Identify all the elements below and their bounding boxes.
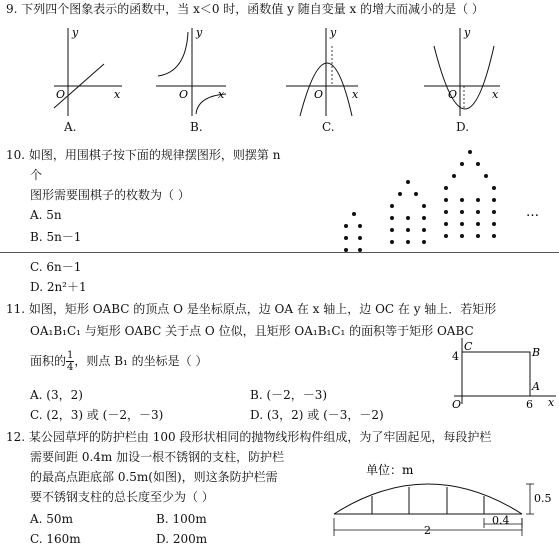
q11-line2: OA₁B₁C₁ 与矩形 OABC 关于点 O 位似，且矩形 OA₁B₁C₁ 的面积等于矩形 OABC (30, 324, 474, 338)
y-axis-label: y (196, 26, 203, 39)
q12-option-d: D. 200m (156, 532, 208, 546)
origin-label: O (56, 88, 66, 101)
origin-label: O (179, 88, 189, 101)
gap-label: 0.4 (492, 514, 510, 527)
q10-option-c: C. 6n－1 (30, 260, 82, 274)
q10-option-b: B. 5n－1 (30, 230, 82, 244)
q11-rectangle-figure (448, 334, 559, 410)
x-axis-label: x (352, 88, 359, 101)
y-axis-label: y (330, 26, 337, 39)
q12-line2: 需要间距 0.4m 加设一根不锈钢的支柱，防护栏 (30, 450, 285, 464)
svg-text:A: A (532, 380, 540, 393)
unit-label: 单位：m (366, 463, 414, 477)
q9-graph-a (48, 22, 128, 117)
q10-option-d: D. 2n²＋1 (30, 280, 87, 294)
svg-text:4: 4 (452, 350, 459, 363)
q11-line3: 面积的 $\frac{1}{4}$ ，则点 B₁ 的坐标是（ ） (30, 350, 208, 373)
q11-option-a: A. (3，2) (30, 388, 83, 402)
q12-line3: 的最高点距底部 0.5m(如图)，则这条防护栏需 (30, 470, 278, 484)
pattern-3 (444, 150, 496, 238)
x-axis-label: x (114, 88, 121, 101)
q11-option-b: B. (－2，－3) (250, 388, 328, 402)
svg-text:6: 6 (526, 398, 533, 410)
q11-line1: 11. 如图，矩形 OABC 的顶点 O 是坐标原点，边 OA 在 x 轴上，边 OC 在 y 轴上．若矩形 (6, 302, 497, 316)
svg-text:O: O (452, 398, 462, 410)
q10-line3: 图形需要围棋子的枚数为（ ） (30, 188, 190, 202)
svg-text:B: B (532, 346, 541, 359)
y-axis-label: y (464, 26, 471, 39)
q9-graph-b (152, 22, 232, 117)
height-label: 0.5 (534, 492, 552, 505)
page-break-line (0, 252, 559, 253)
q9-graph-d (420, 22, 504, 117)
svg-text:x: x (548, 396, 555, 409)
svg-text:C: C (464, 340, 473, 353)
q9-option-b: B. (190, 120, 203, 134)
q10-go-stones-figure (330, 140, 559, 252)
q10-line1: 10. 如图，用围棋子按下面的规律摆图形，则摆第 n (6, 148, 281, 162)
q10-line2: 个 (30, 168, 43, 182)
q12-option-a: A. 50m (30, 512, 73, 526)
q11-option-d: D. (3，2) 或 (－3，－2) (250, 408, 384, 422)
x-axis-label: x (218, 88, 225, 101)
x-axis-label: x (492, 88, 499, 101)
q9-stem: 9. 下列四个图象表示的函数中，当 x＜0 时，函数值 y 随自变量 x 的增大而减小的是（ ） (6, 2, 484, 16)
q11-option-c: C. (2，3) 或 (－2，－3) (30, 408, 164, 422)
q10-option-a: A. 5n (30, 208, 62, 222)
q12-line4: 要不锈钢支柱的总长度至少为（ ） (30, 490, 214, 504)
ellipsis: … (526, 205, 539, 220)
q9-option-a: A. (64, 120, 77, 134)
q12-option-c: C. 160m (30, 532, 81, 546)
fraction-one-quarter: $\frac{1}{4}$ (67, 350, 74, 373)
pattern-2 (390, 180, 426, 244)
origin-label: O (314, 88, 324, 101)
q9-option-c: C. (322, 120, 335, 134)
pattern-1 (344, 212, 362, 252)
origin-label: O (448, 88, 458, 101)
width-label: 2 (424, 524, 431, 537)
q12-parabola-fence-figure (330, 458, 559, 551)
q12-line1: 12. 某公园草坪的防护栏由 100 段形状相同的抛物线形构件组成，为了牢固起见，每段护栏 (6, 430, 492, 444)
q9-graph-c (282, 22, 362, 117)
q9-option-d: D. (456, 120, 470, 134)
y-axis-label: y (72, 26, 79, 39)
q12-option-b: B. 100m (156, 512, 207, 526)
